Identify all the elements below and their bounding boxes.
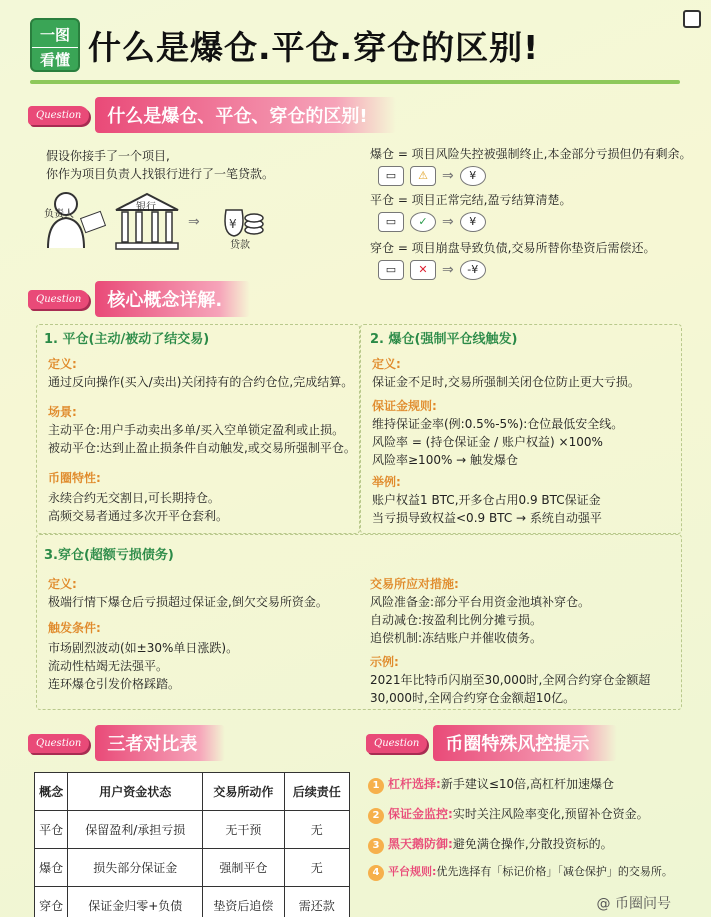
cross-warning-icon: ✕ [410,260,436,280]
margin-rule-3: 风险率≥100% → 触发爆仓 [372,453,519,467]
response-line-1: 风险准备金:部分平台用资金池填补穿仓。 [370,595,591,609]
table-header-cell: 用户资金状态 [68,773,203,811]
baocang-icons [378,166,486,186]
document-icon: ▭ [378,212,404,232]
chuancang-definition-text: 极端行情下爆仓后亏损超过保证金,倒欠交易所资金。 [48,595,328,609]
check-icon: ✓ [410,212,436,232]
example-label: 举例: [372,475,401,489]
section3-title: 三者对比表 [95,725,225,761]
table-cell: 保证金归零+负债 [68,887,203,917]
table-row [35,887,350,917]
baocang-heading: 2. 爆仓(强制平仓线触发) [370,332,518,347]
trigger-line-1: 市场剧烈波动(如±30%单日涨跌)。 [48,641,239,655]
table-header-cell: 概念 [35,773,68,811]
tip-key: 保证金监控: [388,807,453,821]
question-tag: Question [28,734,89,753]
watermark: @ 币圈问号 [596,896,671,912]
pingcang-icons [378,212,486,232]
question-tag: Question [28,106,89,125]
case-line-2: 30,000时,全网合约穿仓金额超10亿。 [370,691,576,705]
tip-key: 平台规则: [388,865,437,878]
scene-line-2: 被动平仓:达到止盈止损条件自动触发,或交易所强制平仓。 [48,441,356,455]
section2-header [28,282,250,316]
section4-header [366,726,617,760]
table-cell: 强制平仓 [203,849,284,887]
table-cell: 爆仓 [35,849,68,887]
tip-key: 杠杆选择: [388,777,441,791]
baocang-definition: 爆仓 = 项目风险失控被强制终止,本金部分亏损但仍有剩余。 [370,147,692,161]
table-row [35,849,350,887]
table-cell: 无 [284,849,349,887]
table-cell: 保留盈利/承担亏损 [68,811,203,849]
response-line-3: 追偿机制:冻结账户并催收债务。 [370,631,543,645]
tip-item [368,804,698,824]
tip-text: 新手建议≤10倍,高杠杆加速爆仓 [440,777,614,791]
arrow-icon: ⇒ [188,214,200,230]
feature-line-2: 高频交易者通过多次开平仓套利。 [48,509,229,523]
definition-label: 定义: [48,357,77,371]
tip-text: 避免满仓操作,分散投资标的。 [452,837,613,851]
section1-header [28,98,396,132]
table-cell: 损失部分保证金 [68,849,203,887]
money-bag-icon: ¥ [460,212,486,232]
chuancang-icons [378,260,486,280]
document-icon: ▭ [378,166,404,186]
trigger-line-2: 流动性枯竭无法强平。 [48,659,169,673]
trigger-label: 触发条件: [48,621,101,635]
intro-line-2: 你作为项目负责人找银行进行了一笔贷款。 [46,167,275,181]
table-cell: 垫资后追偿 [203,887,284,917]
badge-top-text: 一图 [32,23,78,48]
money-bag-icon [216,198,266,238]
pingcang-definition: 平仓 = 项目正常完结,盈亏结算清楚。 [370,193,572,207]
case-line-1: 2021年比特币闪崩至30,000时,全网合约穿仓金额超 [370,673,651,687]
feature-line-1: 永续合约无交割日,可长期持仓。 [48,491,220,505]
chuancang-definition: 穿仓 = 项目崩盘导致负债,交易所替你垫资后需偿还。 [370,241,656,255]
feature-label: 币圈特性: [48,471,101,485]
margin-rule-1: 维持保证金率(例:0.5%-5%):仓位最低安全线。 [372,417,624,431]
section2-title: 核心概念详解. [95,281,250,317]
tip-text: 实时关注风险率变化,预留补仓资金。 [452,807,649,821]
table-header-row [35,773,350,811]
comparison-table [34,772,350,917]
money-bag-icon: -¥ [460,260,486,280]
tip-item [368,834,698,854]
svg-text:¥: ¥ [229,217,237,231]
response-line-2: 自动减仓:按盈利比例分摊亏损。 [370,613,543,627]
arrow-icon: ⇒ [442,168,454,184]
section4-title: 币圈特殊风控提示 [433,725,617,761]
money-bag-icon: ¥ [460,166,486,186]
arrow-icon: ⇒ [442,214,454,230]
arrow-icon: ⇒ [442,262,454,278]
person-label: 负责人 [44,209,74,220]
margin-rule-2: 风险率 = (持仓保证金 / 账户权益) ×100% [372,435,603,449]
tip-number: 1 [368,778,384,794]
table-cell: 平仓 [35,811,68,849]
scene-line-1: 主动平仓:用户手动卖出多单/买入空单锁定盈利或止损。 [48,423,345,437]
table-cell: 无 [284,811,349,849]
warning-icon: ⚠ [410,166,436,186]
case-label: 示例: [370,655,399,669]
corner-checkbox-icon [683,10,701,28]
tip-item [368,862,698,882]
section1-title: 什么是爆仓、平仓、穿仓的区别! [95,97,395,133]
section3-header [28,726,225,760]
badge-bottom-text: 看懂 [39,51,70,69]
tip-number: 3 [368,838,384,854]
tip-text: 优先选择有「标记价格」「减仓保护」的交易所。 [436,865,673,878]
example-line-2: 当亏损导致权益<0.9 BTC → 系统自动强平 [372,511,602,525]
tip-number: 4 [368,865,384,881]
header-divider [30,80,680,84]
page-title: 什么是爆仓.平仓.穿仓的区别! [88,28,540,67]
baocang-definition-text: 保证金不足时,交易所强制关闭仓位防止更大亏损。 [372,375,640,389]
example-line-1: 账户权益1 BTC,开多仓占用0.9 BTC保证金 [372,493,601,507]
document-icon: ▭ [378,260,404,280]
definition-label: 定义: [372,357,401,371]
definition-label: 定义: [48,577,77,591]
tip-key: 黑天鹅防御: [388,837,453,851]
loan-label: 贷款 [230,240,250,251]
table-row [35,811,350,849]
question-tag: Question [28,290,89,309]
bank-label: 银行 [136,202,156,213]
table-cell: 无干预 [203,811,284,849]
question-tag: Question [366,734,427,753]
tip-number: 2 [368,808,384,824]
exchange-response-label: 交易所应对措施: [370,577,459,591]
table-header-cell: 后续责任 [284,773,349,811]
scene-label: 场景: [48,405,77,419]
table-cell: 穿仓 [35,887,68,917]
intro-line-1: 假设你接手了一个项目, [46,149,170,163]
margin-rule-label: 保证金规则: [372,399,437,413]
chuancang-heading: 3.穿仓(超额亏损债务) [44,548,174,563]
table-cell: 需还款 [284,887,349,917]
header-badge [30,18,80,72]
tip-item [368,774,698,794]
pingcang-definition-text: 通过反向操作(买入/卖出)关闭持有的合约仓位,完成结算。 [48,375,354,389]
pingcang-heading: 1. 平仓(主动/被动了结交易) [44,332,210,347]
table-header-cell: 交易所动作 [203,773,284,811]
trigger-line-3: 连环爆仓引发价格踩踏。 [48,677,181,691]
